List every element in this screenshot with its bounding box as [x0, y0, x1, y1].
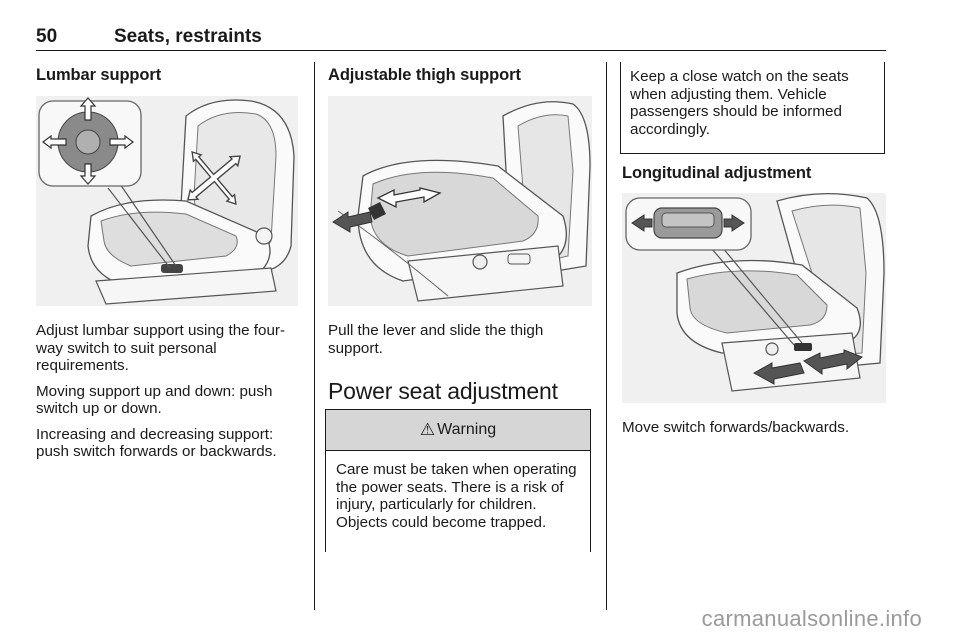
thigh-illustration	[328, 96, 592, 306]
note-text: Keep a close watch on the seats when adjusting them. Vehicle passengers should be informed accordingly.	[630, 68, 849, 138]
note-box	[620, 62, 885, 154]
section-title: Seats, restraints	[114, 26, 262, 47]
page-header	[36, 26, 886, 51]
thigh-text	[328, 322, 592, 357]
power-heading: Power seat adjustment	[328, 378, 558, 404]
longitudinal-section	[622, 164, 886, 183]
longitudinal-text	[622, 419, 886, 437]
warning-title: Warning	[437, 421, 497, 438]
column-divider	[606, 62, 607, 610]
longitudinal-paragraph: Move switch forwards/backwards.	[622, 419, 850, 436]
lumbar-paragraph: Adjust lumbar support using the four-way switch to suit personal requirements.	[36, 322, 286, 374]
longitudinal-heading: Longitudinal adjustment	[622, 164, 812, 182]
thigh-paragraph: Pull the lever and slide the thigh support.	[328, 322, 544, 357]
thigh-section	[328, 66, 592, 85]
lumbar-paragraph: Increasing and decreasing support: push switch forwards or backwards.	[36, 425, 277, 460]
warning-header	[326, 409, 590, 451]
lumbar-paragraph: Moving support up and down: push switch up or down.	[36, 382, 273, 417]
page-number: 50	[36, 26, 58, 47]
lumbar-section	[36, 66, 298, 85]
longitudinal-illustration	[622, 193, 886, 403]
warning-triangle-icon: ⚠	[419, 420, 436, 439]
warning-text: Care must be taken when operating the power seats. There is a risk of injury, particularly for children. Objects could become trapped.	[336, 461, 577, 531]
lumbar-text	[36, 322, 298, 461]
column-divider	[314, 62, 315, 610]
thigh-heading: Adjustable thigh support	[328, 66, 521, 84]
lumbar-illustration	[36, 96, 298, 306]
power-section	[328, 378, 592, 405]
watermark-text: carmanualsonline.info	[701, 606, 922, 631]
lumbar-heading: Lumbar support	[36, 66, 162, 84]
warning-box	[325, 409, 591, 552]
